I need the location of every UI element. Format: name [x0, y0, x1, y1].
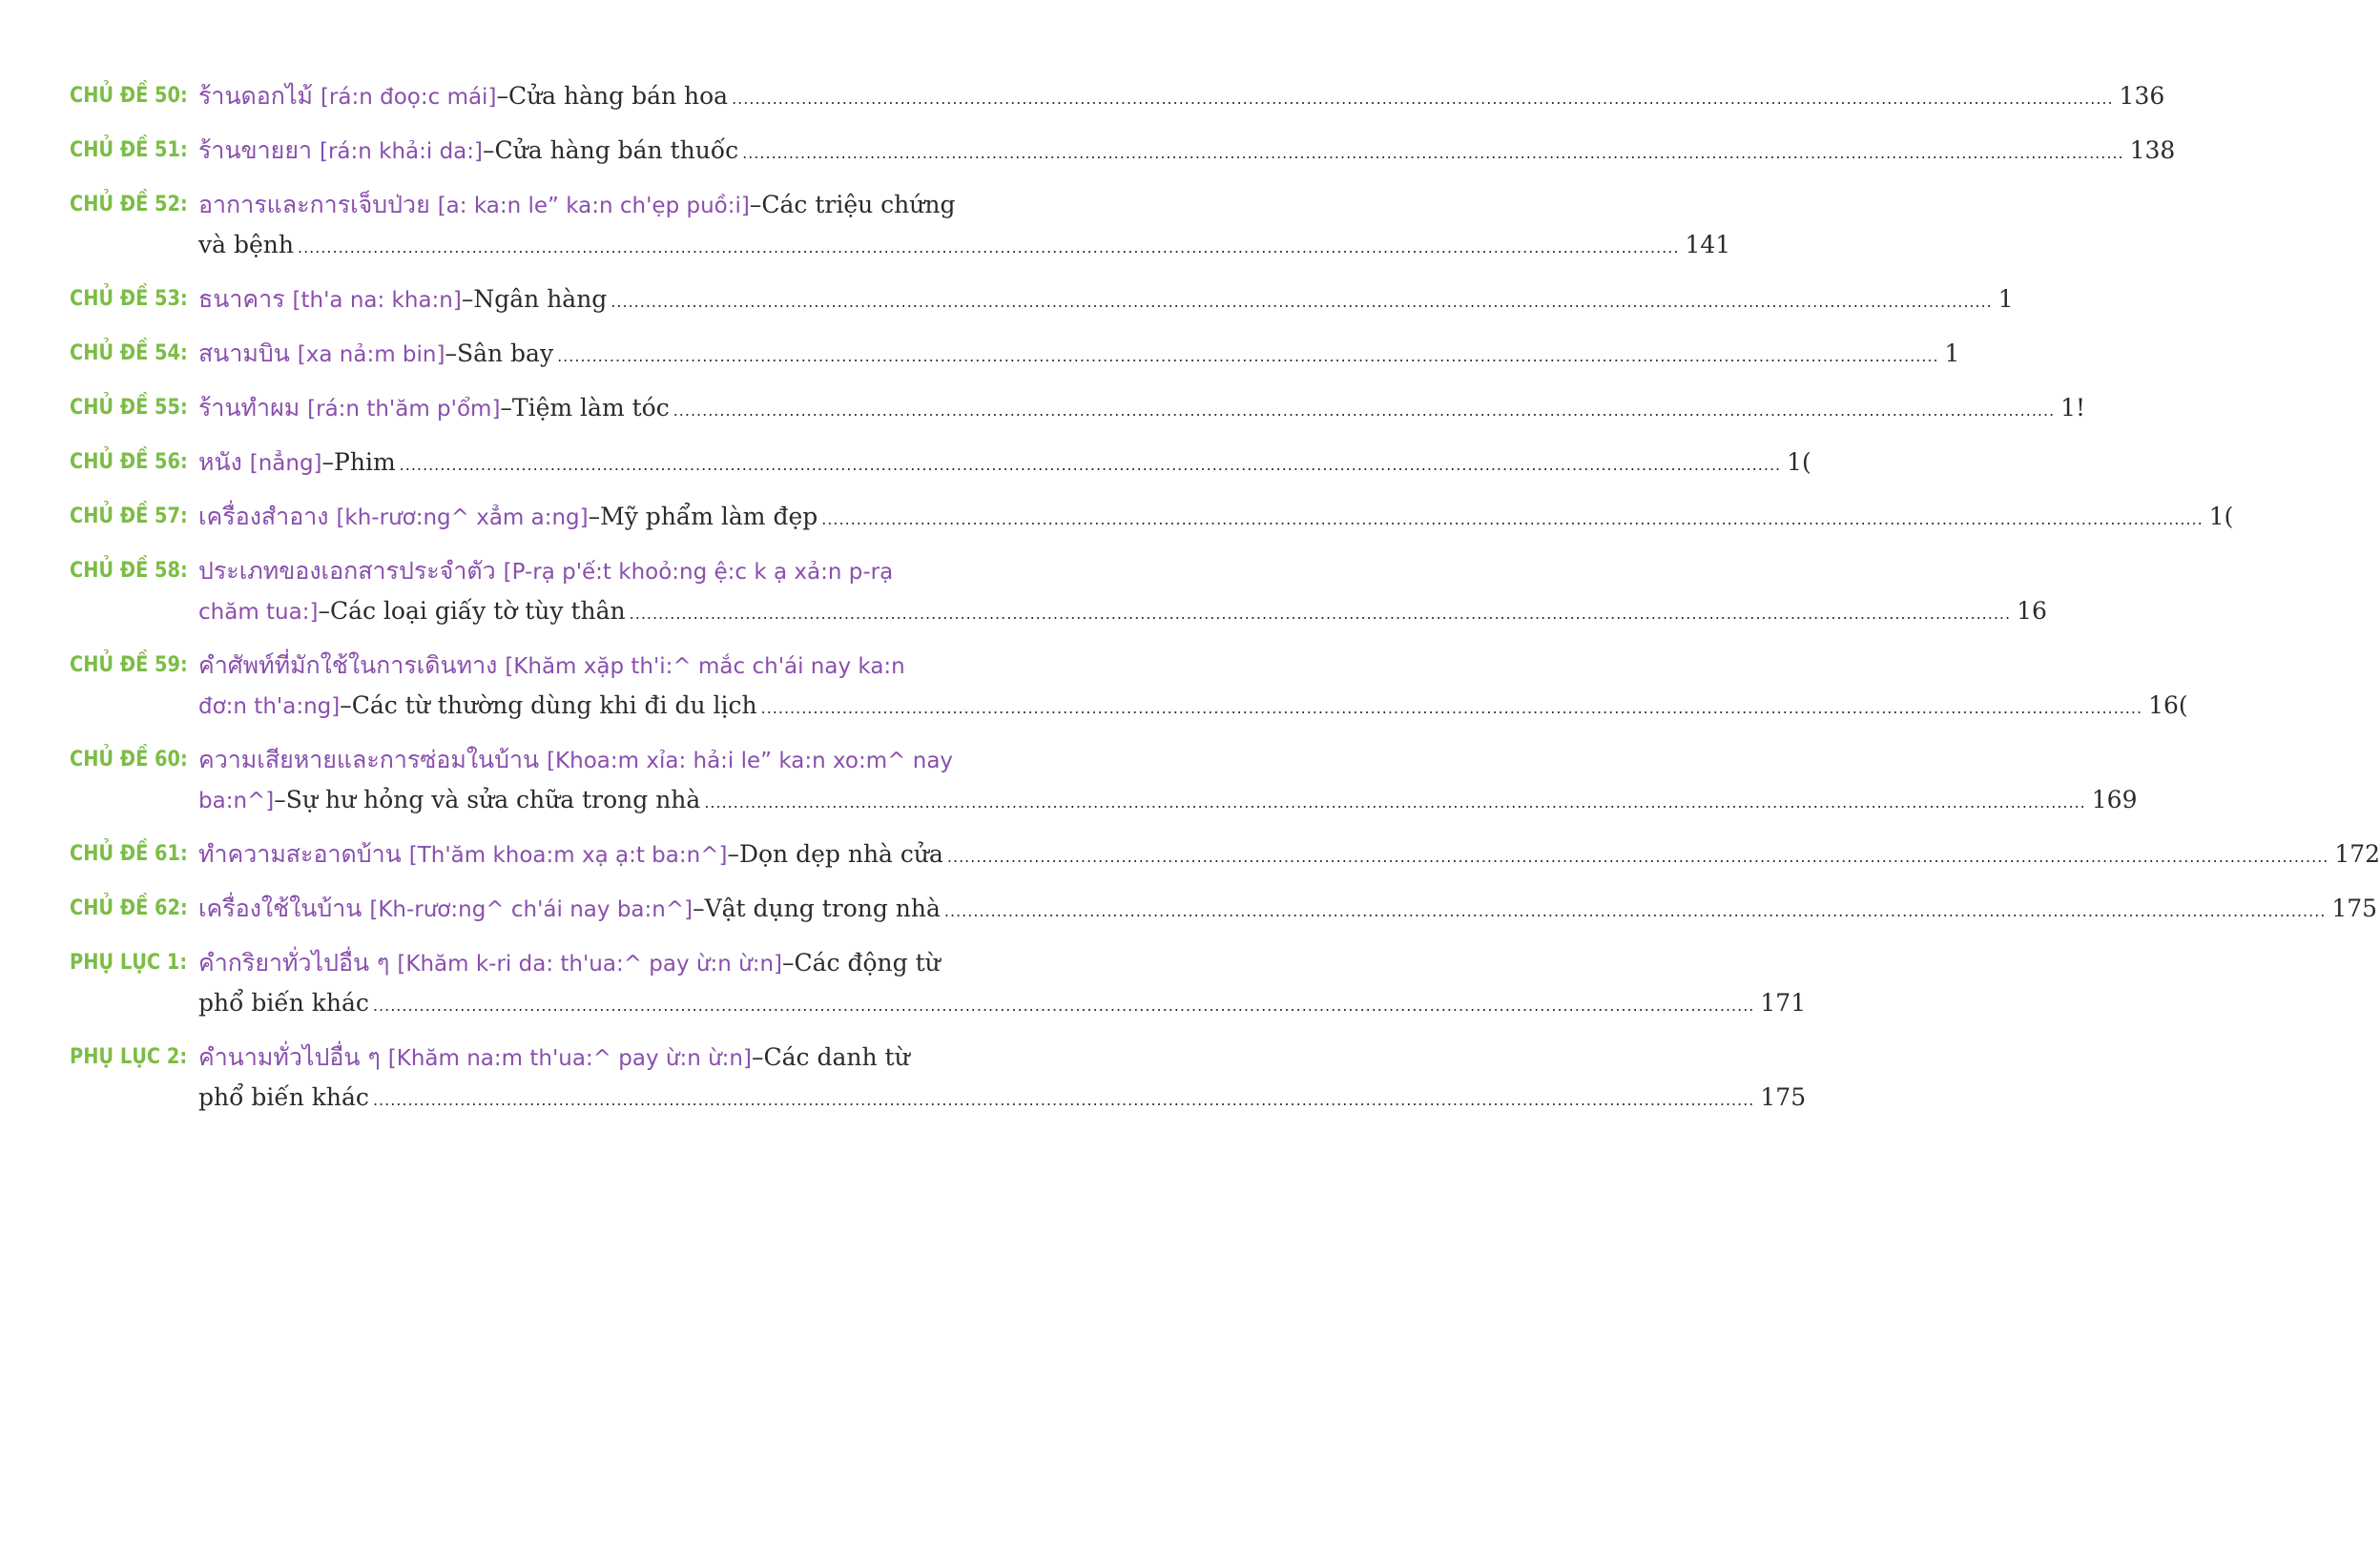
dot-leader: .............................................................................................................................................................................................................................................. [611, 293, 1993, 311]
toc-entry-line [198, 780, 2138, 820]
vietnamese-title: Phim [334, 448, 396, 476]
thai-title: ร้านทำผม [198, 394, 300, 422]
pronunciation: [Khăm k-ri da: th'ua:^ pay ừ:n ừ:n] [397, 952, 783, 977]
thai-title: ร้านดอกไม้ [198, 82, 313, 110]
dash: – [588, 503, 601, 530]
vietnamese-title: Các danh từ [763, 1043, 910, 1071]
vietnamese-title: Các loại giấy tờ tùy thân [329, 597, 626, 625]
toc-entry-line [198, 686, 2188, 726]
page-number: 138 [2129, 136, 2176, 164]
toc-entry-line [70, 185, 1043, 225]
thai-title: อาการและการเจ็บป่วย [198, 191, 430, 218]
dot-leader: .............................................................................................................................................................................................................................................. [673, 401, 2056, 420]
page-number: 1( [2208, 503, 2234, 530]
pronunciation: [rá:n th'ăm p'ổm] [307, 397, 501, 422]
thai-title: สนามบิน [198, 339, 290, 367]
toc-entry-line [198, 591, 2047, 631]
thai-title: เครื่องสำอาง [198, 503, 329, 530]
page-number: 16( [2148, 691, 2188, 719]
toc-entry[interactable] [0, 889, 2378, 929]
toc-entry-line [198, 1078, 1807, 1118]
vietnamese-title: Các từ thường dùng khi đi du lịch [351, 691, 757, 719]
page-number: 1! [2060, 394, 2086, 422]
dash: – [727, 840, 739, 868]
vietnamese-title: Sân bay [456, 339, 554, 367]
vietnamese-title: Mỹ phẩm làm đẹp [600, 503, 818, 530]
dash: – [751, 1043, 764, 1071]
toc-entry-label: CHỦ ĐỀ 56: [70, 450, 188, 474]
toc-entry[interactable] [0, 834, 2380, 874]
toc-entry-label: CHỦ ĐỀ 59: [70, 653, 188, 677]
dash: – [445, 339, 457, 367]
toc-entry-label: CHỦ ĐỀ 53: [70, 287, 188, 311]
dot-leader: .............................................................................................................................................................................................................................................. [943, 902, 2327, 920]
dash: – [274, 786, 286, 813]
toc-entry-label: CHỦ ĐỀ 54: [70, 341, 188, 365]
page-number: 175 [2331, 895, 2378, 922]
toc-entry-line [70, 889, 2378, 929]
dash: – [483, 136, 495, 164]
thai-title: ทำความสะอาดบ้าน [198, 840, 402, 868]
toc-entry-label: CHỦ ĐỀ 50: [70, 84, 188, 108]
vietnamese-title: Cửa hàng bán hoa [507, 82, 729, 110]
page-number: 141 [1685, 231, 1731, 258]
dot-leader: .............................................................................................................................................................................................................................................. [297, 238, 1680, 257]
pronunciation: [rá:n khả:i da:] [319, 139, 484, 164]
dot-leader: .............................................................................................................................................................................................................................................. [732, 90, 2114, 108]
toc-entry-label: CHỦ ĐỀ 57: [70, 504, 188, 528]
pronunciation-continued: đơ:n th'a:ng] [198, 694, 341, 719]
toc-entry[interactable] [0, 76, 2165, 116]
toc-entry-line [70, 388, 2086, 428]
thai-title: ธนาคาร [198, 285, 285, 313]
toc-entry-line [70, 834, 2380, 874]
toc-entry[interactable] [0, 442, 1811, 483]
vietnamese-title: Tiệm làm tóc [511, 394, 670, 422]
toc-entry-line [70, 279, 2014, 319]
toc-entry-label: CHỦ ĐỀ 62: [70, 896, 188, 920]
toc-entry[interactable] [0, 279, 2014, 319]
dash: – [318, 597, 330, 625]
pronunciation: [a: ka:n le” ka:n ch'ẹp puồ:i] [437, 194, 750, 218]
toc-entry-line [198, 983, 1807, 1023]
toc-entry-line [70, 551, 1043, 591]
page-number: 172 [2334, 840, 2380, 868]
thai-title: ประเภทของเอกสารประจำตัว [198, 557, 496, 585]
vietnamese-title: Các triệu chứng [761, 191, 956, 218]
pronunciation: [th'a na: kha:n] [292, 288, 462, 313]
dot-leader: .............................................................................................................................................................................................................................................. [946, 848, 2329, 866]
pronunciation: [xa nả:m bin] [297, 342, 445, 367]
dash: – [321, 448, 335, 476]
vietnamese-title: Dọn dẹp nhà cửa [738, 840, 943, 868]
pronunciation: [Khoa:m xỉa: hả:i le” ka:n xo:m^ nay [547, 749, 954, 773]
dash: – [500, 394, 512, 422]
toc-entry[interactable] [0, 551, 2047, 631]
toc-entry[interactable] [0, 1038, 1807, 1118]
toc-entry-line [70, 131, 2176, 171]
page-number: 169 [2091, 786, 2138, 813]
toc-entry-line [70, 943, 1043, 983]
vietnamese-title: Sự hư hỏng và sửa chữa trong nhà [285, 786, 701, 813]
thai-title: คำศัพท์ที่มักใช้ในการเดินทาง [198, 651, 498, 679]
thai-title: ร้านขายยา [198, 136, 313, 164]
vietnamese-title-continued: và bệnh [198, 231, 294, 258]
toc-entry[interactable] [0, 497, 2234, 537]
page-number: 1 [1944, 339, 1960, 367]
pronunciation-continued: ba:n^] [198, 789, 275, 813]
toc-entry[interactable] [0, 334, 1960, 374]
toc-entry-label: PHỤ LỤC 1: [70, 951, 188, 975]
toc-entry[interactable] [0, 740, 2138, 820]
toc-entry[interactable] [0, 646, 2188, 726]
dash: – [340, 691, 352, 719]
thai-title: ความเสียหายและการซ่อมในบ้าน [198, 746, 540, 773]
page-number: 175 [1760, 1083, 1807, 1111]
toc-entry-line [198, 225, 1731, 265]
dot-leader: .............................................................................................................................................................................................................................................. [742, 144, 2124, 162]
page-number: 16 [2017, 597, 2047, 625]
toc-entry[interactable] [0, 943, 1807, 1023]
toc-entry-label: CHỦ ĐỀ 52: [70, 193, 188, 216]
dash: – [693, 895, 705, 922]
pronunciation: [nẳng] [249, 451, 322, 476]
thai-title: คำกริยาทั่วไปอื่น ๆ [198, 949, 390, 977]
page-number: 171 [1760, 989, 1807, 1017]
pronunciation: [rá:n đoọ:c mái] [320, 85, 497, 110]
pronunciation: [Khăm xặp th'i:^ mắc ch'ái nay ka:n [505, 654, 905, 679]
dot-leader: .............................................................................................................................................................................................................................................. [557, 347, 1939, 365]
dot-leader: .............................................................................................................................................................................................................................................. [760, 699, 2143, 717]
toc-entry-label: CHỦ ĐỀ 60: [70, 748, 188, 772]
toc-entry-label: CHỦ ĐỀ 58: [70, 559, 188, 583]
toc-entry[interactable] [0, 388, 2086, 428]
dot-leader: .............................................................................................................................................................................................................................................. [821, 510, 2204, 528]
pronunciation: [Th'ăm khoa:m xạ ạ:t ba:n^] [408, 843, 728, 868]
dash: – [496, 82, 508, 110]
dot-leader: .............................................................................................................................................................................................................................................. [399, 456, 1782, 474]
dot-leader: .............................................................................................................................................................................................................................................. [372, 1091, 1755, 1109]
toc-entry-line [70, 334, 1960, 374]
toc-entry-line [70, 1038, 1043, 1078]
toc-entry-label: CHỦ ĐỀ 51: [70, 138, 188, 162]
toc-entry-line [70, 497, 2234, 537]
vietnamese-title-continued: phổ biến khác [198, 1083, 369, 1111]
page-number: 1( [1787, 448, 1811, 476]
toc-entry-label: CHỦ ĐỀ 61: [70, 842, 188, 866]
dash: – [782, 949, 795, 977]
thai-title: หนัง [198, 448, 242, 476]
toc-entry-label: PHỤ LỤC 2: [70, 1045, 188, 1069]
pronunciation: [Khăm na:m th'ua:^ pay ừ:n ừ:n] [387, 1046, 752, 1071]
dash: – [749, 191, 762, 218]
vietnamese-title-continued: phổ biến khác [198, 989, 369, 1017]
table-of-contents [0, 76, 2380, 1132]
pronunciation: [kh-rươ:ng^ xẳm a:ng] [336, 505, 589, 530]
vietnamese-title: Ngân hàng [473, 285, 608, 313]
page-number: 136 [2119, 82, 2165, 110]
pronunciation-continued: chăm tua:] [198, 600, 319, 625]
dot-leader: .............................................................................................................................................................................................................................................. [629, 605, 2012, 623]
toc-entry[interactable] [0, 131, 2176, 171]
vietnamese-title: Cửa hàng bán thuốc [494, 136, 739, 164]
pronunciation: [Kh-rươ:ng^ ch'ái nay ba:n^] [369, 897, 693, 922]
thai-title: คำนามทั่วไปอื่น ๆ [198, 1043, 381, 1071]
vietnamese-title: Các động từ [794, 949, 941, 977]
pronunciation: [P-rạ p'ế:t khoỏ:ng ệ:c k ạ xả:n p-rạ [503, 560, 894, 585]
dot-leader: .............................................................................................................................................................................................................................................. [372, 997, 1755, 1015]
dash: – [461, 285, 474, 313]
dot-leader: .............................................................................................................................................................................................................................................. [704, 793, 2086, 812]
toc-entry-line [70, 442, 1811, 483]
toc-entry-line [70, 740, 1043, 780]
page-number: 1 [1997, 285, 2014, 313]
toc-entry-line [70, 76, 2165, 116]
toc-entry-line [70, 646, 1043, 686]
toc-entry-label: CHỦ ĐỀ 55: [70, 396, 188, 420]
vietnamese-title: Vật dụng trong nhà [704, 895, 941, 922]
thai-title: เครื่องใช้ในบ้าน [198, 895, 362, 922]
toc-entry[interactable] [0, 185, 1731, 265]
